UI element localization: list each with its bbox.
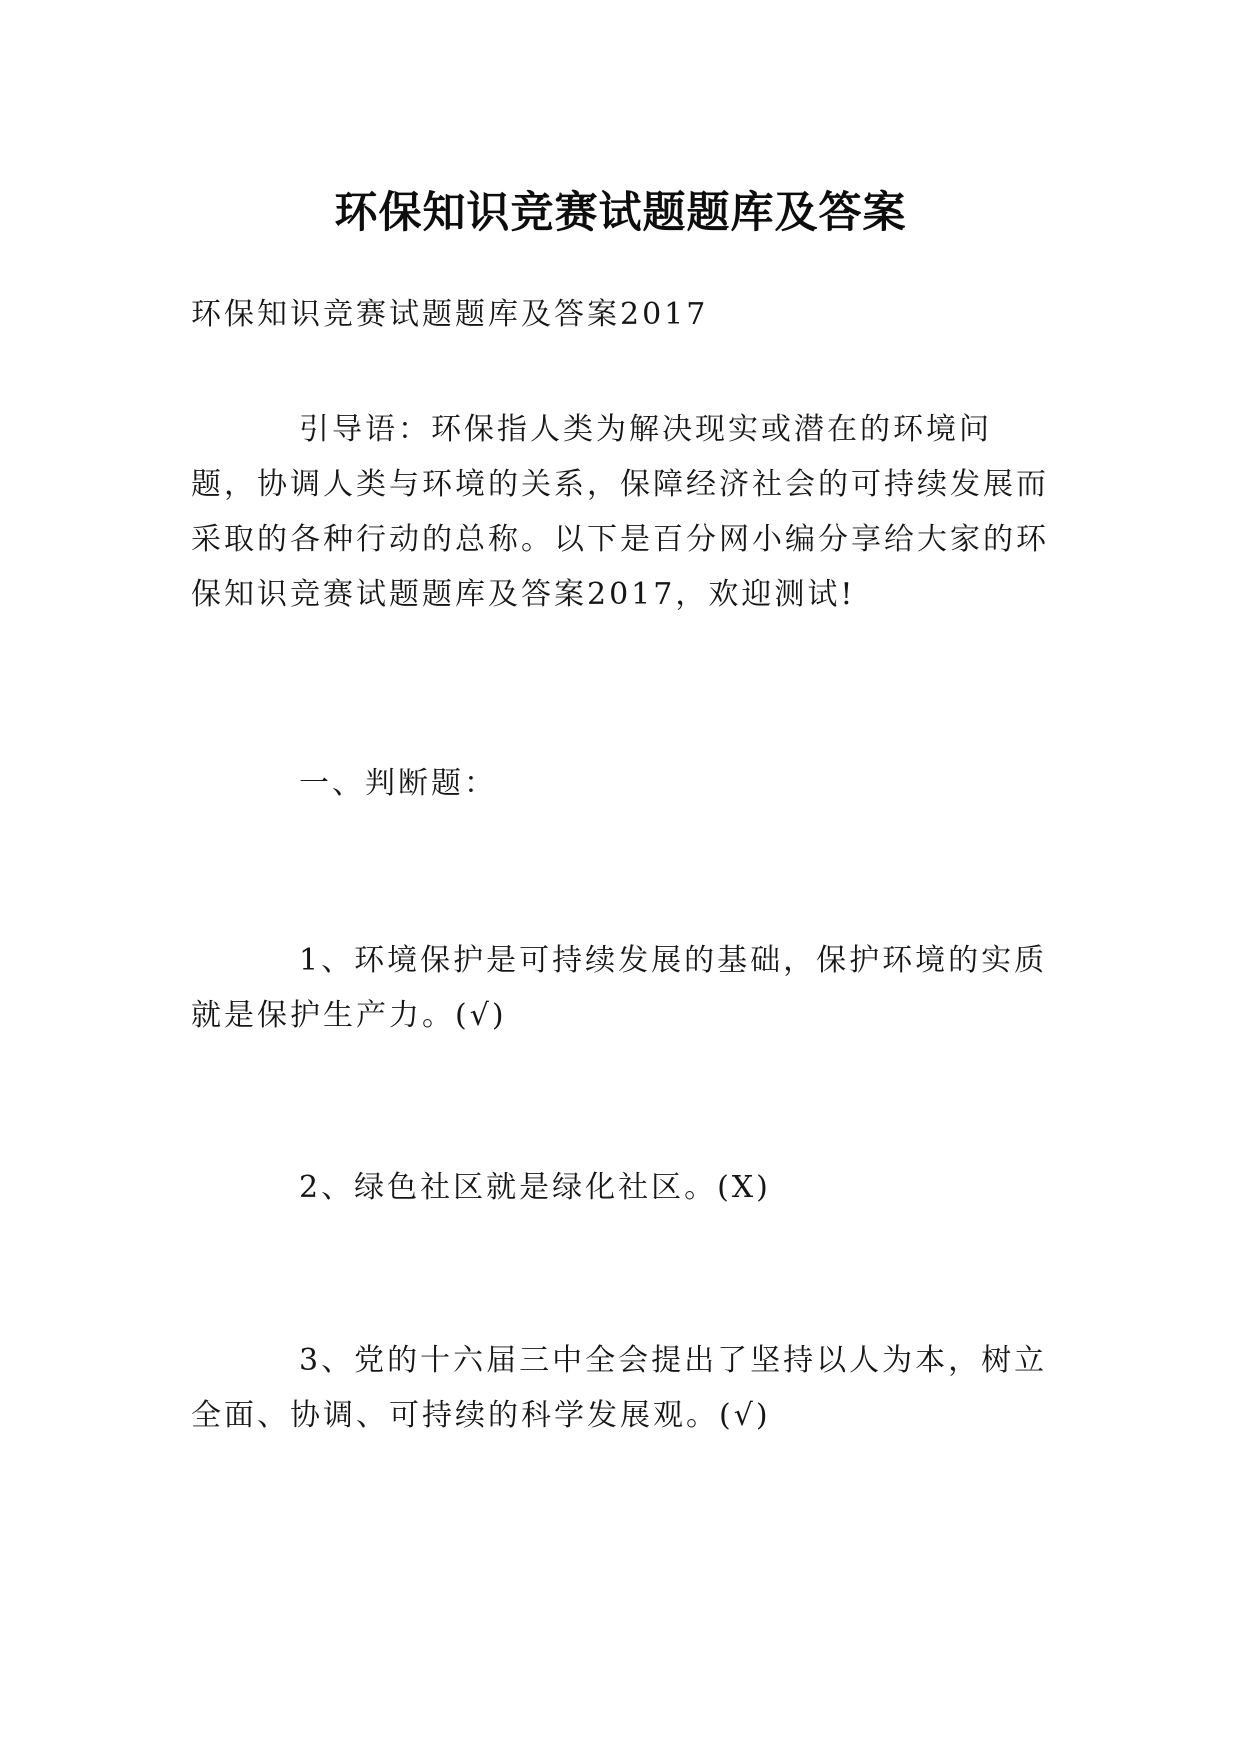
intro-paragraph: 引导语：环保指人类为解决现实或潜在的环境问题，协调人类与环境的关系，保障经济社会的可持续发展而采取的各种行动的总称。以下是百分网小编分享给大家的环保知识竞赛试题题库及答案2017，欢迎测试! (191, 412, 1049, 612)
question-item: 2、绿色社区就是绿化社区。(X) (299, 1170, 771, 1205)
question-item: 1、环境保护是可持续发展的基础，保护环境的实质就是保护生产力。(√) (191, 943, 1048, 1033)
question-item: 3、党的十六届三中全会提出了坚持以人为本，树立全面、协调、可持续的科学发展观。(√) (191, 1343, 1048, 1433)
section-heading: 一、判断题： (299, 766, 497, 801)
document-title: 环保知识竞赛试题题库及答案 (334, 187, 907, 238)
document-subtitle: 环保知识竞赛试题题库及答案2017 (191, 297, 709, 332)
